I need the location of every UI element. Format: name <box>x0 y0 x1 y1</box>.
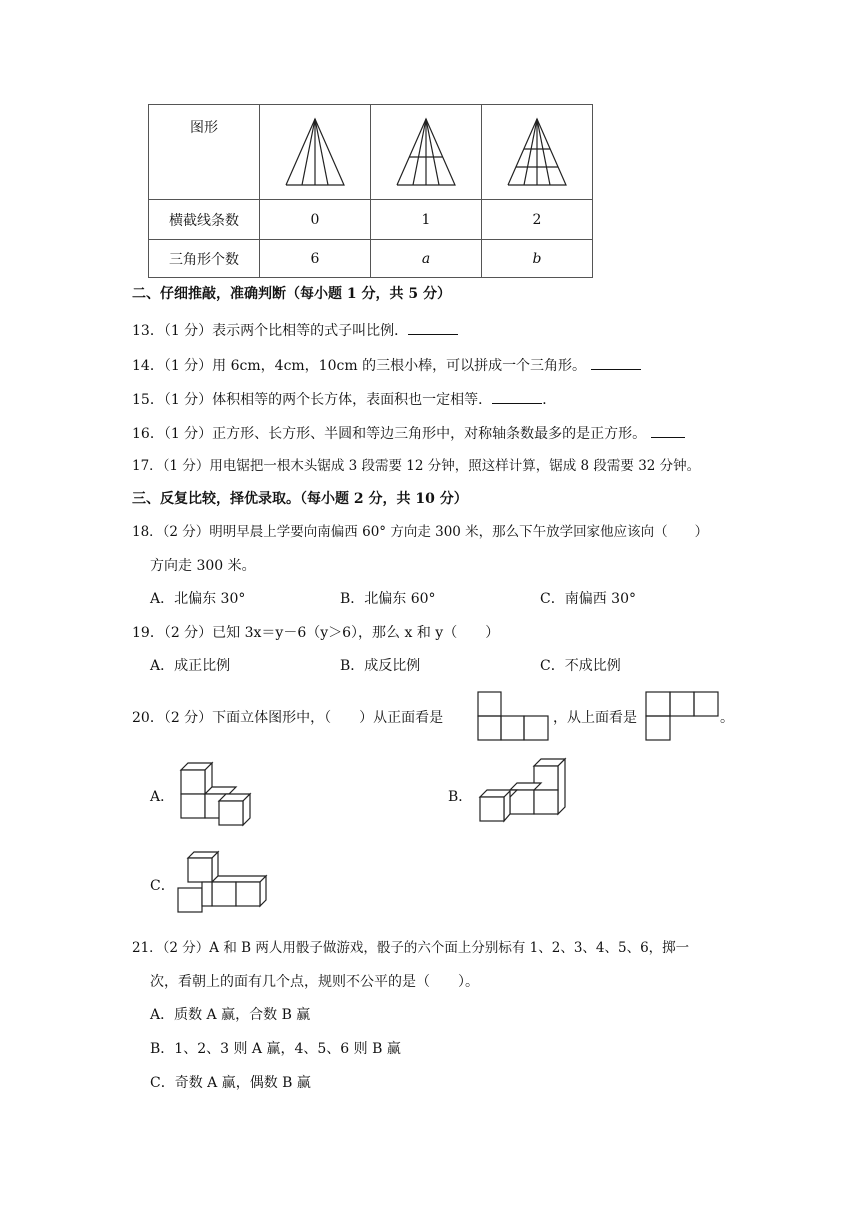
option-a[interactable]: A．成正比例 <box>150 658 231 674</box>
option-c[interactable]: C．奇数 A 赢，偶数 B 赢 <box>150 1075 311 1091</box>
section3-heading: 三、反复比较，择优录取。（每小题 2 分，共 10 分） <box>132 491 468 507</box>
question-20-part2: ，从上面看是 <box>553 710 637 726</box>
option-b[interactable]: B． <box>448 789 473 805</box>
option-c[interactable]: C．不成比例 <box>540 658 621 674</box>
answer-blank[interactable] <box>651 423 685 438</box>
answer-blank[interactable] <box>492 389 542 404</box>
answer-blank[interactable] <box>408 320 458 335</box>
question-number: 17． <box>132 458 163 474</box>
row-header-figure: 图形 <box>149 105 260 200</box>
row-header-triangles: 三角形个数 <box>149 240 260 278</box>
question-number: 13． <box>132 323 164 339</box>
option-b-cube-figure <box>474 756 574 828</box>
triangle-1-transversal-icon <box>371 105 481 199</box>
question-21-line1: 21．（2 分）A 和 B 两人用骰子做游戏，骰子的六个面上分别标有 1、2、3、4、5、6，掷一 <box>132 940 690 956</box>
question-text: （1 分）体积相等的两个长方体，表面积也一定相等． <box>163 392 493 408</box>
transversal-count-cell: 0 <box>260 200 371 240</box>
question-19: 19．（2 分）已知 3x＝y－6（y＞6），那么 x 和 y（ ） <box>132 625 500 641</box>
option-a[interactable]: A．质数 A 赢，合数 B 赢 <box>150 1007 311 1023</box>
question-15 <box>132 389 556 410</box>
option-a[interactable]: A．北偏东 30° <box>150 591 246 607</box>
option-a-cube-figure <box>176 760 266 830</box>
triangle-count-cell: 6 <box>260 240 371 278</box>
triangle-figure-1 <box>371 105 482 200</box>
option-a[interactable]: A． <box>150 789 175 805</box>
triangle-figure-0 <box>260 105 371 200</box>
question-text: （1 分）表示两个比相等的式子叫比例． <box>163 323 409 339</box>
period: ． <box>542 392 557 408</box>
transversal-count-cell: 1 <box>371 200 482 240</box>
question-number: 16． <box>132 426 164 442</box>
triangle-2-transversals-icon <box>482 105 592 199</box>
triangle-figure-2 <box>482 105 593 200</box>
option-b[interactable]: B．1、2、3 则 A 赢，4、5、6 则 B 赢 <box>150 1041 401 1057</box>
triangle-count-cell: a <box>371 240 482 278</box>
question-13 <box>132 320 458 341</box>
option-c[interactable]: C．南偏西 30° <box>540 591 636 607</box>
question-number: 14． <box>132 358 164 374</box>
triangle-count-table <box>148 104 593 278</box>
section2-heading: 二、仔细推敲，准确判断（每小题 1 分，共 5 分） <box>132 286 451 302</box>
question-18-line2: 方向走 300 米。 <box>150 558 256 574</box>
question-text: （1 分）正方形、长方形、半圆和等边三角形中，对称轴条数最多的是正方形。 <box>163 426 647 442</box>
row-header-transversals: 横截线条数 <box>149 200 260 240</box>
question-number: 15． <box>132 392 164 408</box>
option-c-cube-figure <box>176 848 272 920</box>
top-view-icon <box>644 690 720 742</box>
question-20-part1: 20．（2 分）下面立体图形中，（ ）从正面看是 <box>132 710 444 726</box>
question-18-line1: 18．（2 分）明明早晨上学要向南偏西 60° 方向走 300 米，那么下午放学回家他应该向（ ） <box>132 524 709 540</box>
option-b[interactable]: B．北偏东 60° <box>340 591 436 607</box>
triangle-count-cell: b <box>482 240 593 278</box>
question-21-line2: 次，看朝上的面有几个点，规则不公平的是（ ）。 <box>150 974 479 990</box>
question-17 <box>132 456 700 476</box>
question-16 <box>132 423 685 444</box>
transversal-count-cell: 2 <box>482 200 593 240</box>
question-text: （1 分）用 6cm，4cm，10cm 的三根小棒，可以拼成一个三角形。 <box>163 358 587 374</box>
option-c[interactable]: C． <box>150 878 175 894</box>
question-20-part3: 。 <box>720 710 734 726</box>
question-14 <box>132 355 641 376</box>
front-view-icon <box>476 690 552 742</box>
answer-blank[interactable] <box>591 355 641 370</box>
option-b[interactable]: B．成反比例 <box>340 658 421 674</box>
triangle-0-transversals-icon <box>260 105 370 199</box>
question-text: （1 分）用电锯把一根木头锯成 3 段需要 12 分钟，照这样计算，锯成 8 段需要 32 分钟。 <box>162 458 701 474</box>
